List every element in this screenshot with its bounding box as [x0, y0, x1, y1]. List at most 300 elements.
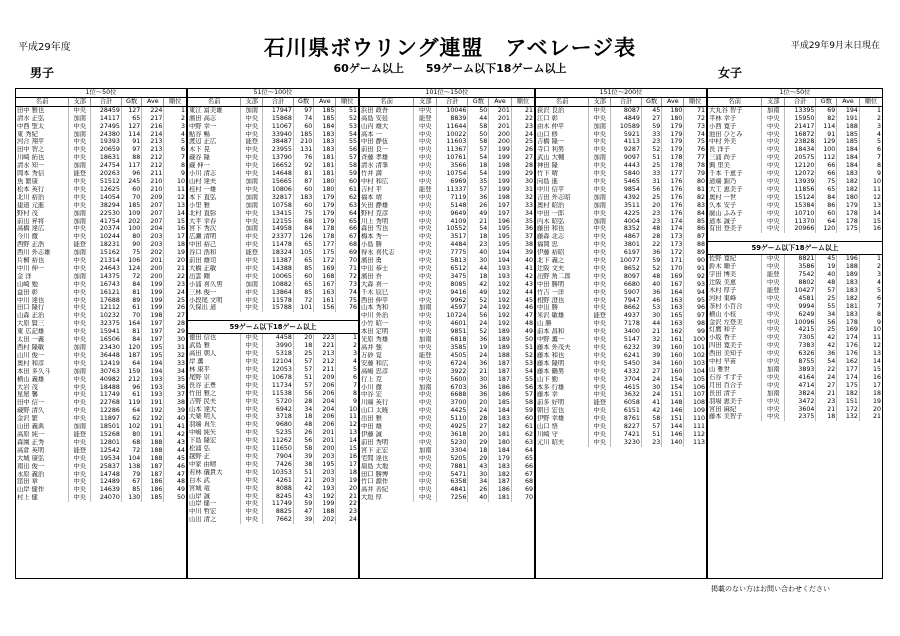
- average: 178: [314, 233, 336, 241]
- rank: 54: [348, 130, 357, 138]
- branch: 中央: [762, 374, 785, 382]
- average: 201: [489, 106, 512, 114]
- average: 192: [142, 407, 164, 415]
- games: 44: [468, 115, 489, 123]
- branch: 中央: [414, 439, 437, 447]
- player-name: 前田 秀明: [360, 439, 414, 447]
- games: 56: [293, 437, 313, 445]
- table-row: [360, 265, 534, 273]
- total-pins: 21314: [91, 257, 122, 265]
- average: 169: [314, 265, 336, 273]
- table-row: [360, 312, 534, 320]
- rank: 6: [876, 294, 881, 302]
- rank: 6: [352, 373, 357, 381]
- total-pins: 3475: [437, 273, 468, 281]
- total-pins: 4841: [437, 486, 468, 494]
- branch: 中央: [414, 376, 437, 384]
- rank: 6: [876, 146, 881, 154]
- games: 109: [121, 210, 141, 218]
- rank: 8: [352, 389, 357, 397]
- player-name: 高原 純一: [16, 431, 69, 439]
- games: 24: [816, 374, 837, 382]
- table-row: [360, 257, 534, 265]
- player-name: 白木 武: [188, 477, 241, 485]
- table-row: [188, 516, 358, 524]
- total-pins: 7904: [263, 453, 294, 461]
- table-row: [536, 138, 706, 146]
- table-row: [360, 178, 534, 186]
- games: 24: [468, 320, 489, 328]
- average: 151: [662, 391, 684, 399]
- games: 28: [641, 233, 661, 241]
- table-row: [16, 336, 186, 344]
- branch: 加南: [241, 225, 263, 233]
- average: 191: [142, 431, 164, 439]
- rank: 32: [524, 193, 533, 201]
- branch: 中央: [589, 281, 611, 289]
- total-pins: 38294: [91, 202, 122, 210]
- total-pins: 6197: [611, 249, 642, 257]
- table-row: [16, 494, 186, 502]
- total-pins: 13790: [263, 154, 294, 162]
- games: 92: [293, 162, 313, 170]
- games: 42: [468, 281, 489, 289]
- total-pins: 10065: [263, 273, 294, 281]
- rank: 11: [348, 413, 357, 421]
- games: 90: [121, 241, 141, 249]
- table-row: [360, 210, 534, 218]
- games: 48: [293, 421, 313, 429]
- games: 48: [816, 279, 837, 287]
- table-row: [708, 170, 882, 178]
- table-row: [188, 273, 358, 281]
- table-row: [360, 439, 534, 447]
- branch: 中央: [414, 138, 437, 146]
- rank: 36: [524, 225, 533, 233]
- player-name: 出田 雅: [360, 415, 414, 423]
- player-name: 中野 幸一: [188, 123, 241, 131]
- total-pins: 7881: [437, 463, 468, 471]
- table-row: [536, 257, 706, 265]
- average: 154: [662, 384, 684, 392]
- rank: 15: [872, 217, 881, 225]
- total-pins: 4714: [785, 382, 816, 390]
- table-row: [360, 233, 534, 241]
- average: 204: [314, 398, 336, 406]
- average: 182: [837, 186, 860, 194]
- branch: 中央: [414, 146, 437, 154]
- table-row: [188, 350, 358, 358]
- games: 70: [121, 194, 141, 202]
- games: 20: [293, 334, 313, 342]
- player-name: 小川 清志: [188, 170, 241, 178]
- branch: 加南: [589, 202, 611, 210]
- average: 180: [489, 439, 512, 447]
- branch: 中央: [762, 210, 785, 218]
- branch: 中央: [414, 289, 437, 297]
- average-table: [360, 89, 534, 502]
- branch: 中央: [414, 233, 437, 241]
- games: 52: [468, 297, 489, 305]
- average: 203: [314, 469, 336, 477]
- branch: 中央: [762, 398, 785, 406]
- average: 199: [489, 186, 512, 194]
- average: 187: [489, 376, 512, 384]
- average: 193: [142, 384, 164, 392]
- total-pins: 15941: [91, 328, 122, 336]
- total-pins: 6942: [263, 406, 294, 414]
- average: 199: [489, 154, 512, 162]
- table-row: [188, 123, 358, 131]
- branch: 加南: [69, 344, 91, 352]
- rank: 75: [696, 138, 705, 146]
- total-pins: 5840: [611, 170, 642, 178]
- games: 23: [816, 398, 837, 406]
- total-pins: 22530: [91, 210, 122, 218]
- player-name: 伊藤 裕昭: [536, 249, 589, 257]
- total-pins: 10077: [611, 257, 642, 265]
- rank: 11: [176, 185, 185, 193]
- total-pins: 41754: [91, 218, 122, 226]
- branch: 中央: [414, 494, 437, 502]
- branch: 中央: [69, 194, 91, 202]
- total-pins: 4615: [611, 384, 642, 392]
- player-name: 宮城 竜: [188, 485, 241, 493]
- average: 177: [314, 241, 336, 249]
- games: 80: [121, 431, 141, 439]
- games: 57: [293, 366, 313, 374]
- total-pins: 19534: [91, 455, 122, 463]
- rank: 48: [524, 320, 533, 328]
- average: 211: [142, 170, 164, 178]
- average: 181: [489, 431, 512, 439]
- table-row: [360, 407, 534, 415]
- rank: 66: [348, 225, 357, 233]
- table-row: [188, 453, 358, 461]
- rank: 4: [876, 279, 881, 287]
- player-name: 有田 登美子: [708, 225, 762, 233]
- rank: 7: [876, 302, 881, 310]
- total-pins: 10232: [91, 312, 122, 320]
- player-name: 大城 康弘: [16, 455, 69, 463]
- total-pins: 8662: [611, 304, 642, 312]
- average: 193: [314, 485, 336, 493]
- total-pins: 7421: [611, 431, 642, 439]
- total-pins: 8821: [785, 255, 816, 263]
- rank: 18: [176, 241, 185, 249]
- table-row: [188, 265, 358, 273]
- total-pins: 33940: [263, 131, 294, 139]
- player-name: 蔵 伸一: [188, 162, 241, 170]
- table-row: [708, 374, 882, 382]
- rank: 30: [176, 336, 185, 344]
- rank: 5: [352, 366, 357, 373]
- player-name: 安藤 和広: [360, 360, 414, 368]
- table-row: [16, 225, 186, 233]
- average: 175: [314, 249, 336, 257]
- table-row: [360, 146, 534, 154]
- total-pins: 12104: [263, 358, 294, 366]
- rank: 1: [876, 255, 881, 263]
- average: 180: [662, 115, 684, 123]
- average: 199: [142, 289, 164, 297]
- rank: 62: [524, 430, 533, 438]
- total-pins: 4425: [437, 407, 468, 415]
- total-pins: 5813: [437, 257, 468, 265]
- average: 176: [662, 178, 684, 186]
- player-name: 山本 秀和: [360, 304, 414, 312]
- games: 120: [816, 225, 837, 233]
- games: 159: [121, 368, 141, 376]
- table-row: [536, 265, 706, 273]
- player-name: 藤本 鶴男: [536, 368, 589, 376]
- table-row: [188, 493, 358, 501]
- games: 34: [468, 478, 489, 486]
- table-row: [708, 413, 882, 421]
- branch: 中央: [241, 493, 263, 501]
- total-pins: 12625: [91, 186, 122, 194]
- table-row: [360, 186, 534, 194]
- branch: 加南: [589, 218, 611, 226]
- rank: 19: [176, 249, 185, 257]
- rank: 19: [872, 397, 881, 405]
- player-name: 山内 雄大: [360, 123, 414, 131]
- total-pins: 10552: [437, 225, 468, 233]
- branch: 中央: [414, 312, 437, 320]
- total-pins: 4443: [611, 162, 642, 170]
- total-pins: 15124: [785, 194, 816, 202]
- average: 176: [662, 202, 684, 210]
- table-row: [536, 233, 706, 241]
- average: 191: [142, 423, 164, 431]
- total-pins: 27495: [91, 123, 122, 131]
- branch: 中央: [414, 360, 437, 368]
- player-name: 山 雅世: [708, 366, 762, 374]
- average: 194: [142, 368, 164, 376]
- branch: 中央: [762, 382, 785, 390]
- table-row: [16, 170, 186, 178]
- average: 183: [489, 415, 512, 423]
- rank: 25: [524, 138, 533, 146]
- rank: 70: [348, 257, 357, 265]
- games: 42: [293, 485, 313, 493]
- branch: 中央: [589, 328, 611, 336]
- branch: 中央: [589, 368, 611, 376]
- total-pins: 6241: [611, 352, 642, 360]
- table-row: [536, 320, 706, 328]
- rank: 13: [872, 201, 881, 209]
- branch: 中央: [414, 162, 437, 170]
- branch: 中央: [589, 249, 611, 257]
- table-row: [188, 249, 358, 257]
- branch: 中央: [414, 194, 437, 202]
- rank: 16: [872, 373, 881, 381]
- table-row: [536, 202, 706, 210]
- branch: 中央: [414, 368, 437, 376]
- player-name: 神田 隆: [536, 162, 589, 170]
- average: 189: [489, 336, 512, 344]
- rank: 95: [696, 296, 705, 304]
- branch: 中央: [762, 218, 785, 226]
- total-pins: 24070: [91, 494, 122, 502]
- table-row: [708, 406, 882, 414]
- average: 198: [142, 312, 164, 320]
- total-pins: 3566: [437, 162, 468, 170]
- games: 114: [816, 123, 837, 131]
- games: 88: [121, 154, 141, 162]
- table-row: [708, 210, 882, 218]
- rank-range-header: 51位〜100位: [188, 89, 358, 97]
- table-row: [536, 289, 706, 297]
- games: 28: [468, 415, 489, 423]
- rank: 7: [180, 154, 185, 162]
- branch: 能登: [414, 352, 437, 360]
- column-header: 名前: [536, 97, 589, 106]
- rank: 9: [876, 170, 881, 178]
- table-row: [16, 368, 186, 376]
- table-row: [536, 273, 706, 281]
- branch: 中央: [241, 289, 263, 297]
- rank: 53: [348, 122, 357, 130]
- total-pins: 15788: [263, 304, 294, 312]
- branch: 中央: [762, 202, 785, 210]
- player-name: 大岩 茂: [16, 384, 69, 392]
- total-pins: 5450: [611, 360, 642, 368]
- rank: 31: [176, 344, 185, 351]
- average: 209: [142, 194, 164, 202]
- rank: 77: [696, 154, 705, 162]
- player-name: 西川 外志雄: [16, 249, 69, 257]
- player-name: 長谷 正豊: [188, 382, 241, 390]
- branch: 中央: [589, 170, 611, 178]
- table-row: [16, 297, 186, 305]
- table-row: [536, 225, 706, 233]
- games: 43: [293, 493, 313, 501]
- branch: 中央: [414, 210, 437, 218]
- average: 195: [142, 344, 164, 352]
- games: 60: [121, 186, 141, 194]
- average: 191: [142, 399, 164, 407]
- branch: 中央: [69, 289, 91, 297]
- games: 44: [468, 265, 489, 273]
- average: 183: [314, 131, 336, 139]
- table-row: [16, 265, 186, 273]
- average: 163: [662, 320, 684, 328]
- average: 173: [662, 233, 684, 241]
- player-name: 前本 昌和: [536, 328, 589, 336]
- games: 129: [816, 138, 837, 146]
- games: 72: [293, 297, 313, 305]
- average: 203: [142, 233, 164, 241]
- rank: 17: [872, 381, 881, 389]
- branch: 中央: [69, 439, 91, 447]
- player-name: 山口 太暁: [360, 407, 414, 415]
- total-pins: 11856: [785, 186, 816, 194]
- average: 211: [314, 366, 336, 374]
- games: 23: [641, 210, 661, 218]
- games: 33: [641, 170, 661, 178]
- rank: 25: [176, 296, 185, 304]
- total-pins: 18231: [91, 241, 122, 249]
- games: 21: [816, 390, 837, 398]
- rank: 5: [876, 286, 881, 294]
- rank: 20: [348, 484, 357, 492]
- branch: 中央: [69, 106, 91, 114]
- table-row: [16, 210, 186, 218]
- average: 188: [142, 439, 164, 447]
- games: 164: [121, 320, 141, 328]
- total-pins: 9287: [611, 146, 642, 154]
- games: 23: [468, 241, 489, 249]
- branch: 中央: [589, 233, 611, 241]
- games: 54: [816, 358, 837, 366]
- table-row: [708, 263, 882, 271]
- rank: 34: [524, 209, 533, 217]
- branch: 中央: [69, 376, 91, 384]
- table-row: [360, 447, 534, 455]
- rank: 10: [872, 326, 881, 334]
- player-name: 相野 澄也: [536, 297, 589, 305]
- average: 203: [314, 453, 336, 461]
- player-name: 中村 和広: [360, 178, 414, 186]
- table-row: [536, 415, 706, 423]
- rank: 2: [876, 263, 881, 271]
- rank: 74: [696, 130, 705, 138]
- games: 36: [468, 336, 489, 344]
- player-name: 高井 強: [360, 344, 414, 352]
- total-pins: 4581: [785, 295, 816, 303]
- rank: 32: [176, 351, 185, 359]
- games: 42: [641, 407, 661, 415]
- branch: 中央: [241, 115, 263, 123]
- rank-range-header: 101位〜150位: [360, 89, 534, 97]
- games: 42: [816, 334, 837, 342]
- total-pins: 4597: [437, 304, 468, 312]
- average: 204: [142, 225, 164, 233]
- branch: 中央: [69, 297, 91, 305]
- player-name: 山川 俊一: [16, 352, 69, 360]
- branch: 中央: [241, 437, 263, 445]
- column-header: 支部: [69, 97, 91, 106]
- total-pins: 10427: [785, 287, 816, 295]
- branch: 中央: [241, 304, 263, 312]
- table-row: [360, 297, 534, 305]
- branch: 中央: [241, 461, 263, 469]
- games: 25: [641, 162, 661, 170]
- player-name: 藤本 外茂夫: [536, 344, 589, 352]
- games: 85: [293, 289, 313, 297]
- branch: 中央: [69, 399, 91, 407]
- player-name: 川崎 守: [536, 431, 589, 439]
- total-pins: 5921: [611, 131, 642, 139]
- games: 85: [121, 486, 141, 494]
- branch: 中央: [241, 406, 263, 414]
- total-pins: 24754: [91, 162, 122, 170]
- player-name: 山岸 健作: [16, 486, 69, 494]
- table-row: [536, 241, 706, 249]
- player-name: 若林 儀貴大: [188, 469, 241, 477]
- table-row: [16, 202, 186, 210]
- branch: 中央: [69, 455, 91, 463]
- player-name: 扇島 大地: [360, 463, 414, 471]
- column-header: 名前: [708, 97, 762, 106]
- branch: 中央: [241, 210, 263, 218]
- table-row: [536, 131, 706, 139]
- games: 52: [641, 265, 661, 273]
- branch: 中央: [414, 407, 437, 415]
- total-pins: 5148: [437, 202, 468, 210]
- average: 195: [314, 461, 336, 469]
